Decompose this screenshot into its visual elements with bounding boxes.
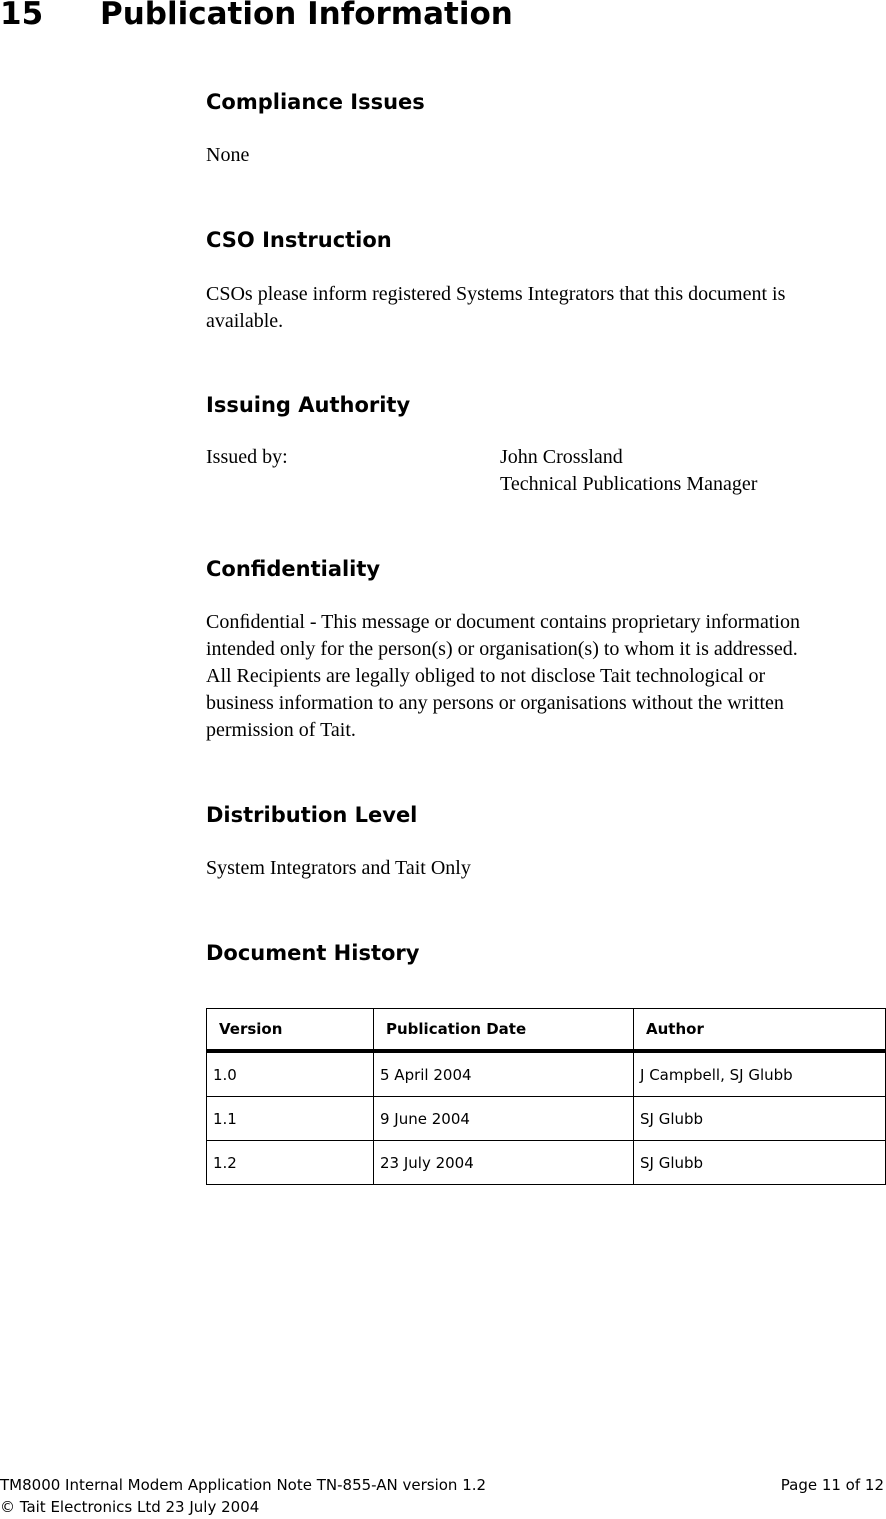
distribution-text: System Integrators and Tait Only bbox=[206, 857, 471, 879]
confidentiality-line-1: Conﬁdential - This message or document contains proprietary information bbox=[206, 611, 800, 633]
cell-author: SJ Glubb bbox=[634, 1097, 886, 1141]
cell-author: SJ Glubb bbox=[634, 1141, 886, 1185]
cell-date: 5 April 2004 bbox=[374, 1051, 634, 1097]
table-row bbox=[207, 1097, 886, 1141]
cso-heading: CSO Instruction bbox=[206, 228, 392, 252]
footer-copyright: © Tait Electronics Ltd 23 July 2004 bbox=[0, 1498, 260, 1516]
issuing-heading: Issuing Authority bbox=[206, 393, 411, 417]
column-header-version: Version bbox=[207, 1009, 374, 1052]
confidentiality-line-2: intended only for the person(s) or organisation(s) to whom it is addressed. bbox=[206, 638, 798, 660]
footer-document-title: TM8000 Internal Modem Application Note TN-855-AN version 1.2 bbox=[0, 1476, 487, 1494]
cell-version: 1.1 bbox=[207, 1097, 374, 1141]
confidentiality-line-3: All Recipients are legally obliged to not disclose Tait technological or bbox=[206, 665, 766, 687]
table-header-row bbox=[207, 1009, 886, 1052]
cell-version: 1.2 bbox=[207, 1141, 374, 1185]
issued-by-label: Issued by: bbox=[206, 446, 288, 468]
table-row bbox=[207, 1141, 886, 1185]
compliance-text: None bbox=[206, 144, 250, 166]
compliance-heading: Compliance Issues bbox=[206, 90, 425, 114]
footer-page-number: Page 11 of 12 bbox=[780, 1476, 884, 1494]
column-header-author: Author bbox=[634, 1009, 886, 1052]
cell-author: J Campbell, SJ Glubb bbox=[634, 1051, 886, 1097]
cso-text-line-1: CSOs please inform registered Systems Integrators that this document is bbox=[206, 283, 786, 305]
confidentiality-line-4: business information to any persons or organisations without the written bbox=[206, 692, 784, 714]
confidentiality-heading: Confidentiality bbox=[206, 557, 381, 581]
cell-version: 1.0 bbox=[207, 1051, 374, 1097]
cso-text-line-2: available. bbox=[206, 310, 284, 332]
issuer-role: Technical Publications Manager bbox=[500, 473, 758, 495]
table-row bbox=[207, 1051, 886, 1097]
chapter-number: 15 bbox=[0, 0, 44, 32]
column-header-publication-date: Publication Date bbox=[374, 1009, 634, 1052]
distribution-heading: Distribution Level bbox=[206, 803, 418, 827]
history-heading: Document History bbox=[206, 941, 420, 965]
cell-date: 23 July 2004 bbox=[374, 1141, 634, 1185]
cell-date: 9 June 2004 bbox=[374, 1097, 634, 1141]
confidentiality-line-5: permission of Tait. bbox=[206, 719, 356, 741]
document-history-table bbox=[206, 1008, 886, 1185]
chapter-title: Publication Information bbox=[100, 0, 513, 32]
issuer-name: John Crossland bbox=[500, 446, 623, 468]
